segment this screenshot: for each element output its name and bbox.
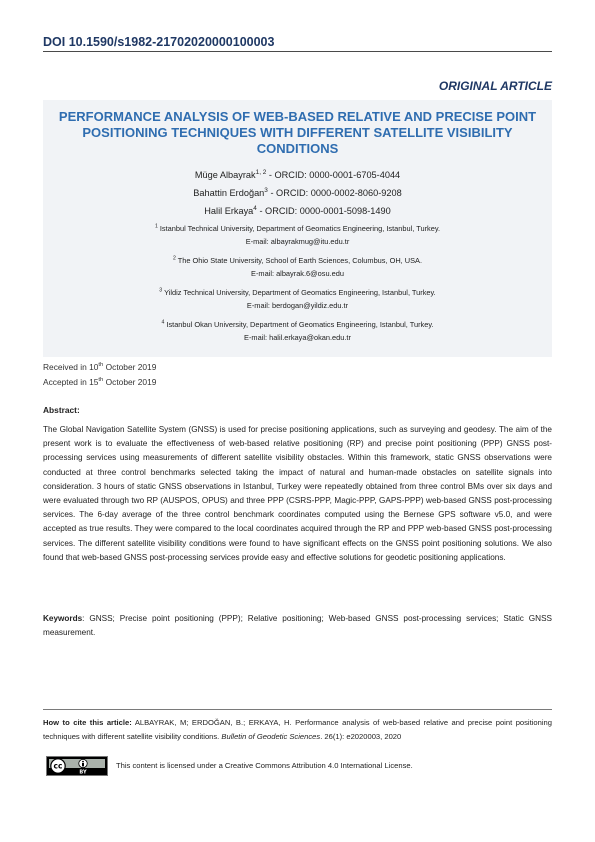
cc-icon-text: cc [53, 761, 63, 771]
affiliation-email[interactable]: E-mail: albayrakmug@itu.edu.tr [245, 237, 350, 246]
keywords [43, 612, 552, 640]
citation-suffix: . 26(1): e2020003, 2020 [320, 732, 402, 741]
citation-text: ALBAYRAK, M; ERDOĞAN, B.; ERKAYA, H. Performance analysis of web-based relative and precise point positioning techniques with different satellite visibility conditions. [43, 718, 553, 741]
paper-title: PERFORMANCE ANALYSIS OF WEB-BASED RELATIVE AND PRECISE POINT POSITIONING TECHNIQUES WITH DIFFERENT SATELLITE VISIBILITY CONDITIONS [58, 109, 537, 156]
affiliation-text: Yildiz Technical University, Department of Geomatics Engineering, Istanbul, Turkey. [162, 288, 436, 297]
accepted-date-month: October 2019 [103, 377, 157, 387]
citation-label: How to cite this article: [43, 718, 132, 727]
author-affiliation-mark: 1, 2 [255, 168, 267, 176]
affiliation-mark: 4 [161, 319, 165, 326]
author-line [43, 202, 552, 220]
affiliation-list [43, 222, 552, 350]
footer-divider [43, 709, 552, 710]
author-name: Bahattin Erdoğan [193, 188, 265, 198]
accepted-date-text: Accepted in 15 [43, 377, 99, 387]
doi-label[interactable]: DOI 10.1590/s1982-21702020000100003 [43, 35, 275, 49]
affiliation-text: Istanbul Technical University, Department of Geomatics Engineering, Istanbul, Turkey. [157, 224, 441, 233]
affiliation [43, 286, 552, 312]
affiliation-text: Istanbul Okan University, Department of Geomatics Engineering, Istanbul, Turkey. [164, 320, 434, 329]
author-name: Halil Erkaya [204, 206, 254, 216]
affiliation-mark: 3 [159, 287, 163, 294]
affiliation [43, 222, 552, 248]
abstract-body: The Global Navigation Satellite System (GNSS) is used for precise positioning applications, such as surveying and geodesy. The aim of the present work is to evaluate the effectiveness of web-based relative positioning (RP) and precise point positioning (PPP) GNSS post-processing services using measurements of different satellite visibility obstacles. Within this framework, static GNSS observations were conducted at three control benchmarks selected taking the impact of natural and human-made obstacles on satellite signals into consideration. 3 hours of static GNSS observations in Istanbul, Turkey were repeatedly obtained from three control BMs over six days and were evaluated through two RP (AUSPOS, OPUS) and three PPP (CSRS-PPP, Magic-PPP, GAPS-PPP) web-based GNSS post-processing services. The 6-day average of the three control benchmark coordinates computed using the Bernese GPS software v5.0, and were accepted as true results. They were compared to the local coordinates acquired through the RP and PPP web-based GNSS post-processing services. The different satellite visibility conditions were found to have significant effects on the GNSS point positioning solutions. We also found that web-based GNSS post-processing services provide easy and effective solutions for geodetic positioning applications. [43, 425, 552, 562]
article-type-label: ORIGINAL ARTICLE [438, 79, 552, 93]
author-line [43, 184, 552, 202]
cc-by-license-badge[interactable] [46, 756, 108, 776]
accepted-date [43, 375, 156, 390]
affiliation-mark: 1 [154, 223, 158, 230]
received-date-ordinal: th [98, 362, 104, 369]
accepted-date-ordinal: th [98, 377, 104, 384]
received-date-month: October 2019 [103, 362, 157, 372]
affiliation-email[interactable]: E-mail: albayrak.6@osu.edu [251, 269, 344, 278]
keywords-text: : GNSS; Precise point positioning (PPP); Relative positioning; Web-based GNSS post-processing services; Static GNSS measurement. [43, 614, 552, 638]
citation [43, 716, 552, 744]
affiliation [43, 254, 552, 280]
abstract-heading: Abstract: [43, 405, 80, 415]
keywords-label: Keywords [43, 614, 83, 623]
received-date-text: Received in 10 [43, 362, 99, 372]
affiliation [43, 318, 552, 344]
author-orcid[interactable]: - ORCID: 0000-0002-8060-9208 [267, 188, 402, 198]
submission-dates [43, 360, 156, 390]
affiliation-email[interactable]: E-mail: halil.erkaya@okan.edu.tr [244, 333, 351, 342]
by-label: BY [79, 769, 87, 775]
author-orcid[interactable]: - ORCID: 0000-0001-6705-4044 [266, 170, 401, 180]
received-date [43, 360, 156, 375]
affiliation-text: The Ohio State University, School of Earth Sciences, Columbus, OH, USA. [175, 256, 423, 265]
header-divider [43, 51, 552, 52]
author-orcid[interactable]: - ORCID: 0000-0001-5098-1490 [256, 206, 391, 216]
author-line [43, 166, 552, 184]
author-list [43, 166, 552, 220]
author-name: Müge Albayrak [194, 170, 256, 180]
affiliation-mark: 2 [172, 255, 176, 262]
cc-by-badge-graphic [47, 757, 107, 775]
affiliation-email[interactable]: E-mail: berdogan@yildiz.edu.tr [246, 301, 349, 310]
author-affiliation-mark: 4 [253, 204, 257, 212]
license-text[interactable]: This content is licensed under a Creative Commons Attribution 4.0 International License. [116, 761, 413, 770]
citation-journal: Bulletin of Geodetic Sciences [221, 732, 321, 741]
author-affiliation-mark: 3 [264, 186, 268, 194]
